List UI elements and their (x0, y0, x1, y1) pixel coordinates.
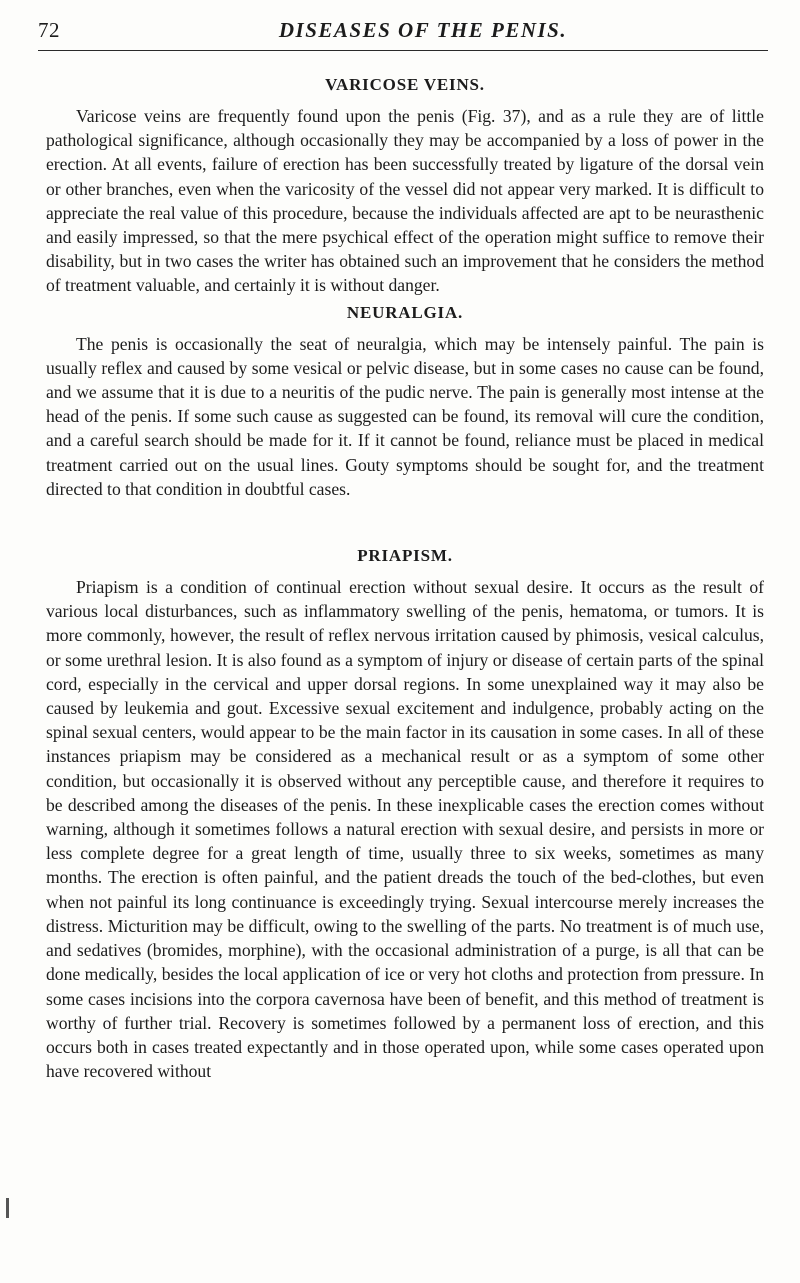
section-heading: VARICOSE VEINS. (325, 75, 485, 94)
body-text (46, 74, 764, 1083)
page-number: 72 (38, 18, 60, 42)
section-priapism (46, 545, 764, 1083)
section-paragraph: The penis is occasionally the seat of neuralgia, which may be intensely painful. The pain is usually reflex and caused by some vesical or pelvic disease, but in some cases no cause can be found, and we assume that it is due to a neuritis of the pudic nerve. The pain is generally most intense at the head of the penis. If some such cause as suggested can be found, its removal will cure the condition, and a careful search should be made for it. If it cannot be found, reliance must be placed in medical treatment carried out on the usual lines. Gouty symptoms should be sought for, and the treatment directed to that condition in doubtful cases. (46, 333, 764, 499)
section-paragraph: Priapism is a condition of continual erection without sexual desire. It occurs as the result of various local disturbances, such as inflammatory swelling of the penis, hematoma, or tumors. It is more commonly, however, the result of reflex nervous irritation caused by phimosis, vesical calculus, or some urethral lesion. It is also found as a symptom of injury or disease of certain parts of the spinal cord, especially in the cervical and upper dorsal regions. In some unexplained way it may also be caused by leukemia and gout. Excessive sexual excitement and indulgence, probably acting on the spinal sexual centers, would appear to be the main factor in its causation in some cases. In all of these instances priapism may be considered as a mechanical result or as a symptom of some other condition, but occasionally it is observed without any perceptible cause, and therefore it requires to be described among the diseases of the penis. In these inexplicable cases the erection comes without warning, although it sometimes follows a natural erection with sexual desire, and persists in more or less complete degree for a great length of time, usually three to six weeks, sometimes as many months. The erection is often painful, and the patient dreads the touch of the bed-clothes, but even when not painful its long continuance is exceedingly trying. Sexual intercourse merely increases the distress. Micturition may be difficult, owing to the swelling of the parts. No treatment is of much use, and sedatives (bromides, morphine), with the occasional administration of a purge, is all that can be done medically, besides the local application of ice or very hot cloths and protection from pressure. In some cases incisions into the corpora cavernosa have been of benefit, and this method of treatment is worthy of further trial. Recovery is sometimes followed by a permanent loss of erection, and this occurs both in cases treated expectantly and in those operated upon, while some cases operated upon have recovered without (46, 577, 764, 1082)
section-neuralgia (46, 302, 764, 501)
section-varicose-veins (46, 74, 764, 298)
running-header (38, 14, 768, 51)
section-heading: NEURALGIA. (346, 302, 464, 322)
section-paragraph: Varicose veins are frequently found upon the penis (Fig. 37), and as a rule they are of little pathological significance, although occasionally they may be accompanied by a loss of power in the erection. At all events, failure of erection has been successfully treated by ligature of the dorsal vein or other branches, even when the varicosity of the vessel did not appear very marked. It is difficult to appreciate the real value of this procedure, because the individuals affected are apt to be neurasthenic and easily impressed, so that the mere psychical effect of the operation might suffice to remove their disability, but in two cases the writer has obtained such an improvement that he considers the method of treatment valuable, and certainly it is without danger. (46, 106, 764, 296)
section-heading: PRIAPISM. (357, 546, 453, 566)
running-title: DISEASES OF THE PENIS. (278, 18, 568, 42)
margin-mark (6, 1198, 9, 1218)
